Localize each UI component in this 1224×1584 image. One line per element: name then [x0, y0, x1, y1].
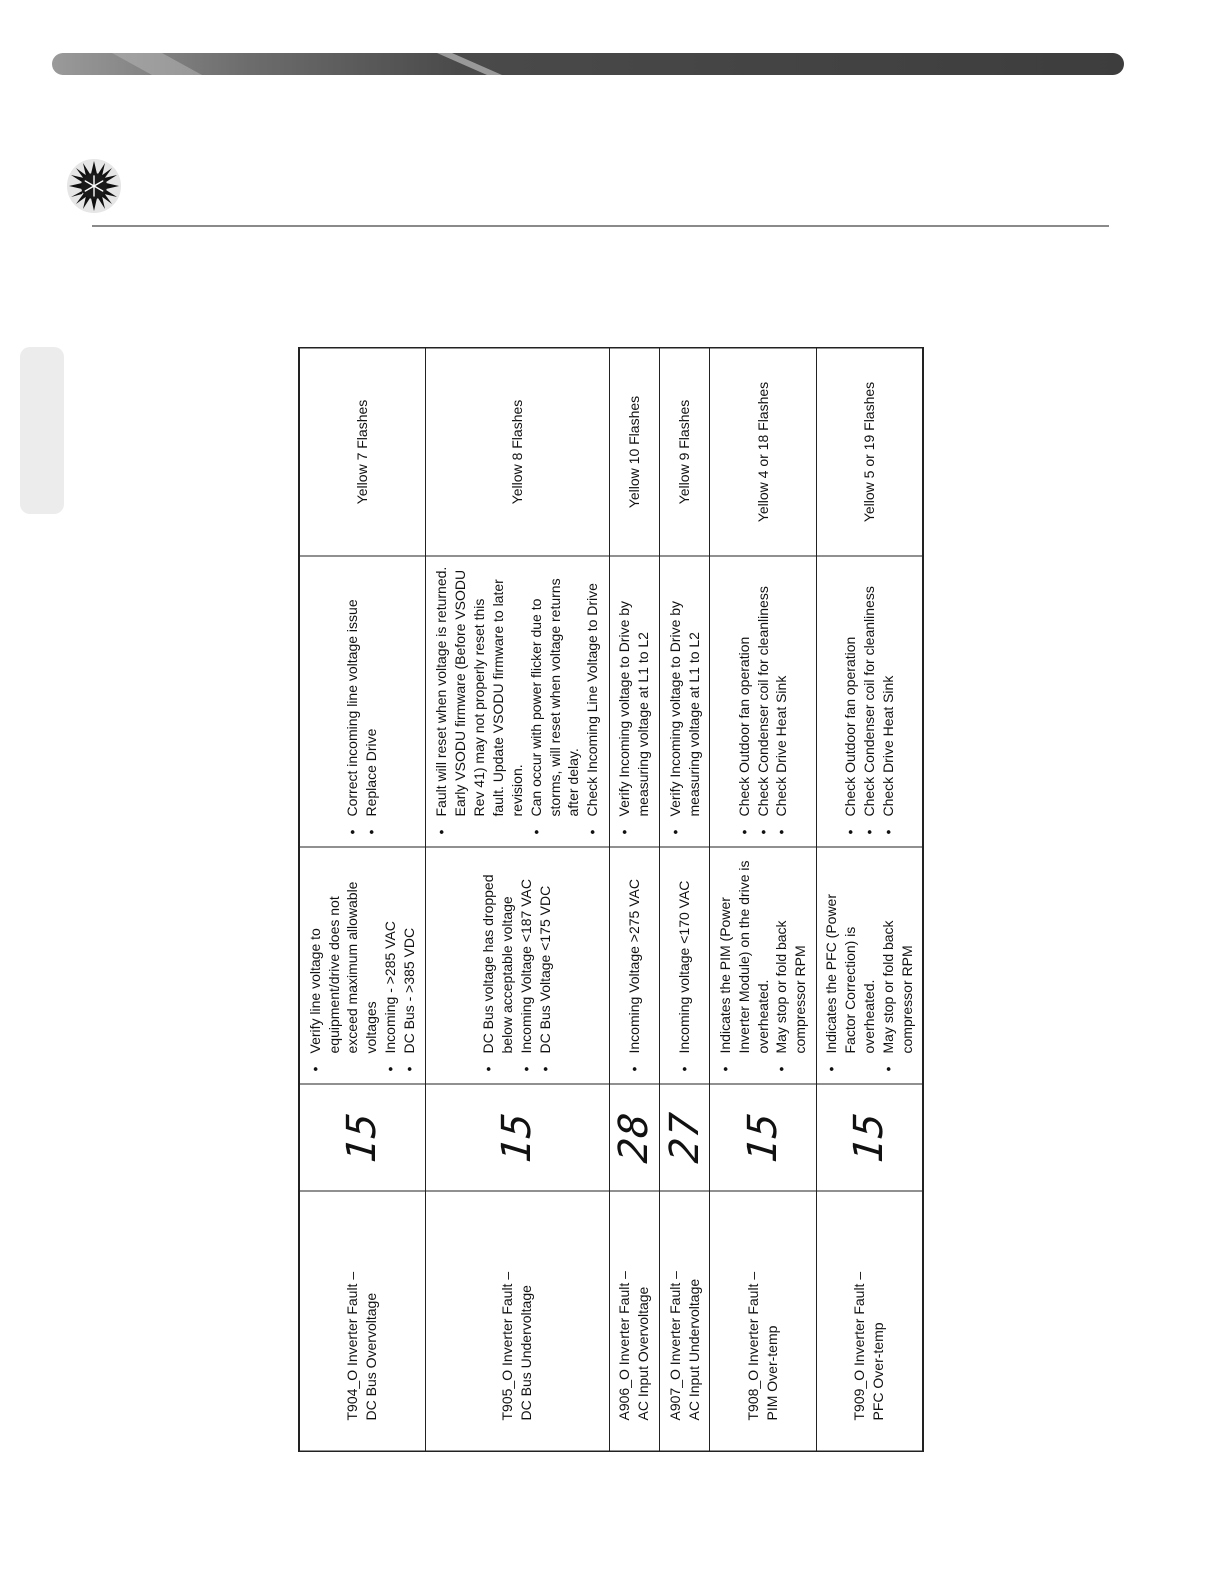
- description-item: • DC Bus - >385 VDC: [400, 855, 419, 1075]
- action-cell: [425, 556, 609, 847]
- flash-code-cell: [609, 348, 659, 556]
- description-item: • Incoming Voltage <187 VAC: [517, 855, 536, 1075]
- fault-name-cell: [660, 1191, 710, 1451]
- description-item: • Incoming - >285 VAC: [381, 855, 400, 1075]
- fault-name-line: T908_O Inverter Fault –: [745, 1271, 762, 1420]
- header-rule: [92, 225, 1109, 227]
- action-item: • Verify Incoming voltage to Drive by measuring voltage at L1 to L2: [666, 564, 704, 838]
- flash-code-cell: [816, 348, 922, 556]
- fault-name-line: PIM Over-temp: [764, 1325, 780, 1420]
- table-row: [816, 348, 922, 1451]
- action-item: • Replace Drive: [362, 564, 381, 838]
- action-cell: [660, 556, 710, 847]
- flash-code-cell: [300, 348, 426, 556]
- action-item: • Check Outdoor fan operation: [841, 564, 860, 838]
- rotated-table-container: [299, 348, 923, 1451]
- action-item: • Can occur with power flicker due to storms, will reset when voltage returns after delay.: [527, 564, 584, 838]
- fault-name-cell: [609, 1191, 659, 1451]
- display-code-cell: [660, 1084, 710, 1191]
- display-code: 15: [846, 1109, 893, 1165]
- fault-table-frame: [298, 347, 924, 1452]
- description-item: • Incoming Voltage >275 VAC: [625, 855, 644, 1075]
- display-code: 15: [494, 1109, 541, 1165]
- table-row: [660, 348, 710, 1451]
- description-cell: [816, 847, 922, 1084]
- action-item: • Verify Incoming voltage to Drive by measuring voltage at L1 to L2: [615, 564, 653, 838]
- fault-name-line: T904_O Inverter Fault –: [344, 1271, 361, 1420]
- fault-name-line: AC Input Overvoltage: [635, 1286, 652, 1420]
- action-cell: [816, 556, 922, 847]
- description-cell: [710, 847, 816, 1084]
- display-code: 27: [661, 1109, 708, 1165]
- description-cell: [609, 847, 659, 1084]
- table-row: [710, 348, 816, 1451]
- flash-code: Yellow 5 or 19 Flashes: [860, 381, 877, 522]
- description-list: [716, 855, 810, 1075]
- description-item: • Incoming voltage <170 VAC: [675, 855, 694, 1075]
- action-list: [343, 564, 381, 838]
- action-cell: [300, 556, 426, 847]
- display-code-cell: [425, 1084, 609, 1191]
- description-cell: [300, 847, 426, 1084]
- table-row: [300, 348, 426, 1451]
- action-cell: [710, 556, 816, 847]
- flash-code-cell: [425, 348, 609, 556]
- side-tab: [20, 347, 64, 514]
- description-item: • DC Bus Voltage <175 VDC: [536, 855, 555, 1075]
- sunburst-snowflake-logo: [66, 158, 122, 214]
- action-list: [615, 564, 653, 838]
- fault-name-line: DC Bus Undervoltage: [518, 1284, 535, 1420]
- action-item: • Fault will reset when voltage is returned. Early VSODU firmware (Before VSODU Rev 41) may not properly reset this fault. Update VSODU firmware to later revision.: [432, 564, 526, 838]
- description-list: [675, 855, 694, 1075]
- flash-code: Yellow 4 or 18 Flashes: [754, 381, 771, 522]
- action-list: [735, 564, 792, 838]
- flash-code: Yellow 8 Flashes: [508, 399, 525, 504]
- description-cell: [425, 847, 609, 1084]
- header-bar: [52, 53, 1124, 75]
- table-row: [425, 348, 609, 1451]
- fault-name-line: DC Bus Overvoltage: [363, 1292, 380, 1420]
- action-item: • Correct incoming line voltage issue: [343, 564, 362, 838]
- fault-name-line: T909_O Inverter Fault –: [851, 1271, 868, 1420]
- flash-code: Yellow 10 Flashes: [625, 395, 642, 508]
- description-list: [822, 855, 916, 1075]
- fault-name-cell: [300, 1191, 426, 1451]
- description-item: • May stop or fold back compressor RPM: [879, 855, 917, 1075]
- action-item: • Check Drive Heat Sink: [772, 564, 791, 838]
- display-code-cell: [300, 1084, 426, 1191]
- flash-code: Yellow 7 Flashes: [353, 399, 370, 504]
- action-item: • Check Condenser coil for cleanliness: [754, 564, 773, 838]
- description-item: • DC Bus voltage has dropped below acceptable voltage: [479, 855, 517, 1075]
- fault-name-line: A906_O Inverter Fault –: [616, 1270, 633, 1420]
- fault-name-line: PFC Over-temp: [870, 1321, 887, 1420]
- fault-name-cell: [425, 1191, 609, 1451]
- display-code: 28: [611, 1109, 658, 1165]
- display-code: 15: [740, 1109, 786, 1165]
- description-list: [625, 855, 644, 1075]
- action-item: • Check Outdoor fan operation: [735, 564, 754, 838]
- table-row: [609, 348, 659, 1451]
- description-list: [306, 855, 419, 1075]
- action-item: • Check Incoming Line Voltage to Drive: [583, 564, 602, 838]
- description-item: • May stop or fold back compressor RPM: [772, 855, 810, 1075]
- description-cell: [660, 847, 710, 1084]
- action-list: [666, 564, 704, 838]
- display-code: 15: [339, 1109, 386, 1165]
- fault-name-line: AC Input Undervoltage: [685, 1278, 702, 1420]
- fault-name-cell: [816, 1191, 922, 1451]
- fault-table: [299, 347, 923, 1451]
- display-code-cell: [609, 1084, 659, 1191]
- action-item: • Check Condenser coil for cleanliness: [860, 564, 879, 838]
- display-code-cell: [710, 1084, 816, 1191]
- description-list: [479, 855, 555, 1075]
- fault-name-line: T905_O Inverter Fault –: [499, 1271, 516, 1420]
- flash-code-cell: [710, 348, 816, 556]
- description-item: • Verify line voltage to equipment/drive does not exceed maximum allowable voltages: [306, 855, 382, 1075]
- flash-code-cell: [660, 348, 710, 556]
- action-list: [432, 564, 602, 838]
- fault-name-line: A907_O Inverter Fault –: [666, 1270, 683, 1420]
- header-bar-stripes: [52, 53, 1124, 75]
- fault-name-cell: [710, 1191, 816, 1451]
- flash-code: Yellow 9 Flashes: [676, 399, 693, 504]
- action-cell: [609, 556, 659, 847]
- description-item: • Indicates the PIM (Power Inverter Module) on the drive is overheated.: [716, 855, 773, 1075]
- action-item: • Check Drive Heat Sink: [879, 564, 898, 838]
- description-item: • Indicates the PFC (Power Factor Correction) is overheated.: [822, 855, 879, 1075]
- display-code-cell: [816, 1084, 922, 1191]
- action-list: [841, 564, 898, 838]
